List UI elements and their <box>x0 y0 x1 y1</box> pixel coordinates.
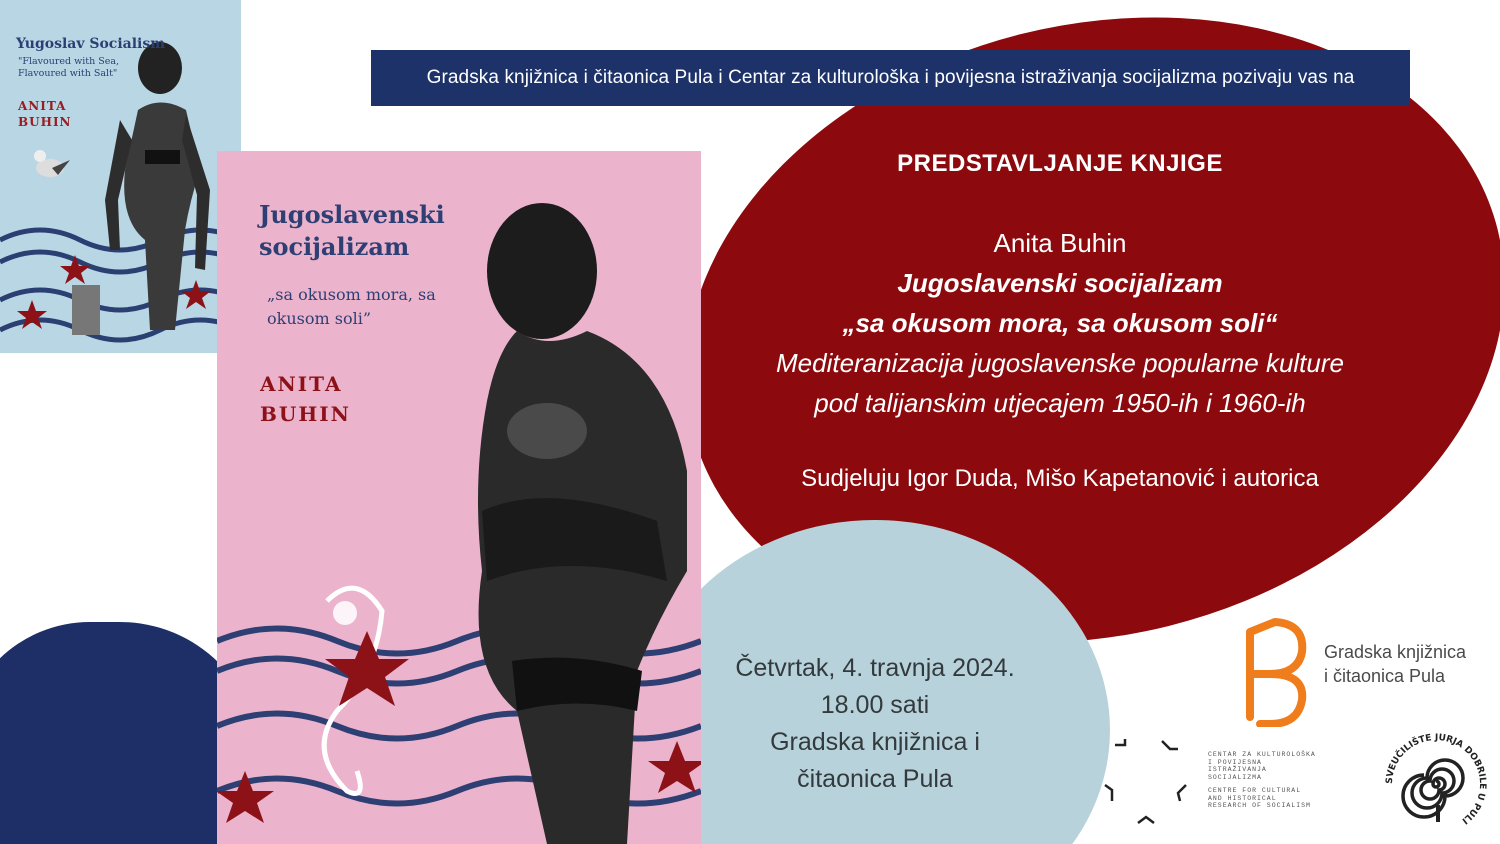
invitation-banner-text: Gradska knjižnica i čitaonica Pula i Centar za kulturološka i povijesna istraživanja socijalizma pozivaju vas na <box>426 67 1355 88</box>
cover-croatian-author: ANITA BUHIN <box>260 372 351 426</box>
event-details <box>715 650 1035 798</box>
library-logo-line1: Gradska knjižnica <box>1324 642 1467 662</box>
university-name: SVEUČILIŠTE JURJA DOBRILE U PULI <box>1384 732 1488 826</box>
cover-english-artwork <box>0 0 241 353</box>
library-logo <box>1240 612 1490 727</box>
event-subtitle-line1: Mediteranizacija jugoslavenske popularne kulture <box>775 348 1344 378</box>
cover-english-title: Yugoslav Socialism <box>16 36 166 52</box>
event-place-line2: čitaonica Pula <box>797 765 953 793</box>
event-subtitle-line2: pod talijanskim utjecajem 1950-ih i 1960-ih <box>814 388 1306 418</box>
event-time: 18.00 sati <box>820 691 930 719</box>
research-centre-name-en: CENTRE FOR CULTURAL AND HISTORICAL RESEARCH OF SOCIALISM <box>1208 787 1311 809</box>
cover-english-author: ANITA BUHIN <box>18 99 72 129</box>
university-seal-icon <box>1382 730 1490 838</box>
cover-croatian-title: Jugoslavenski socijalizam <box>259 200 445 261</box>
event-date: Četvrtak, 4. travnja 2024. <box>735 654 1015 682</box>
event-participants: Sudjeluju Igor Duda, Mišo Kapetanović i autorica <box>801 465 1319 492</box>
research-centre-name-hr: CENTAR ZA KULTUROLOŠKA I POVIJESNA ISTRAŽIVANJA SOCIJALIZMA <box>1208 751 1316 781</box>
event-book-title: Jugoslavenski socijalizam <box>897 268 1223 298</box>
event-place-line1: Gradska knjižnica i <box>770 728 980 756</box>
event-author: Anita Buhin <box>993 228 1127 258</box>
event-book-quote: „sa okusom mora, sa okusom soli“ <box>842 308 1278 338</box>
university-seal <box>1382 730 1490 838</box>
library-logo-icon <box>1240 612 1320 727</box>
research-centre-logo-icon <box>1100 735 1200 835</box>
library-logo-line2: i čitaonica Pula <box>1324 666 1446 686</box>
book-cover-english <box>0 0 241 353</box>
invitation-banner <box>371 50 1410 106</box>
cover-croatian-subtitle: „sa okusom mora, sa okusom soli” <box>267 285 436 328</box>
book-cover-croatian <box>217 151 701 844</box>
cover-english-subtitle: "Flavoured with Sea, Flavoured with Salt" <box>18 56 120 79</box>
research-centre-logo <box>1100 735 1380 835</box>
event-heading: PREDSTAVLJANJE KNJIGE <box>897 150 1223 177</box>
